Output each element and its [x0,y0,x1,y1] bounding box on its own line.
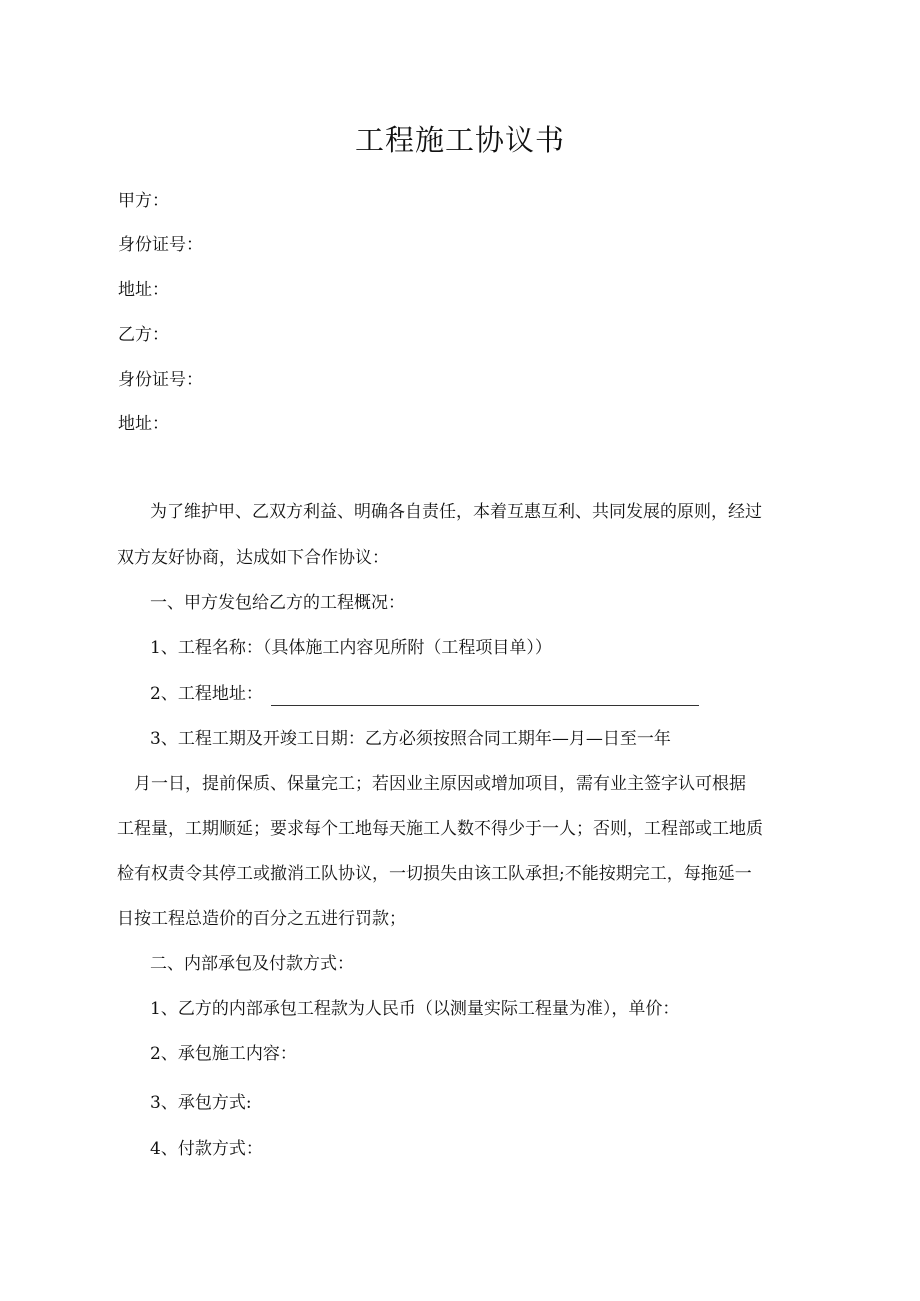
section-2-item-2: 2、承包施工内容： [150,1044,297,1064]
section-1-item-2 [150,682,699,706]
section-1-item-3-line-1: 3、工程工期及开竣工日期：乙方必须按照合同工期年—月—日至一年 [150,729,671,749]
party-b-address-label: 地址： [118,414,169,434]
party-a-address-label: 地址： [118,280,169,300]
party-a-id-label: 身份证号： [118,235,203,255]
party-a-label: 甲方： [118,191,169,211]
section-1-item-3-line-3: 工程量，工期顺延；要求每个工地每天施工人数不得少于一人；否则，工程部或工地质 [117,819,763,839]
section-1-item-3-line-2: 月一日，提前保质、保量完工；若因业主原因或增加项目，需有业主签字认可根据 [134,774,746,794]
section-2-heading: 二、内部承包及付款方式： [150,954,354,974]
section-2-item-1: 1、乙方的内部承包工程款为人民币（以测量实际工程量为准），单价： [150,999,680,1019]
section-1-item-3-line-5: 日按工程总造价的百分之五进行罚款； [117,909,406,929]
section-1-item-3-line-4: 检有权责令其停工或撤消工队协议，一切损失由该工队承担;不能按期完工，每拖延一 [117,864,752,884]
document-title: 工程施工协议书 [354,123,565,157]
section-1-heading: 一、甲方发包给乙方的工程概况： [150,593,405,613]
address-blank-line [271,695,699,706]
intro-line-2: 双方友好协商，达成如下合作协议： [117,548,389,568]
party-b-label: 乙方： [118,325,169,345]
intro-line-1: 为了维护甲、乙双方利益、明确各自责任，本着互惠互利、共同发展的原则，经过 [150,502,762,522]
party-b-id-label: 身份证号： [118,370,203,390]
section-2-item-3: 3、承包方式: [150,1093,252,1113]
section-1-item-2-label: 2、工程地址： [150,684,263,704]
section-2-item-4: 4、付款方式： [150,1139,263,1159]
section-1-item-1: 1、工程名称：（具体施工内容见所附（工程项目单）） [150,638,552,658]
